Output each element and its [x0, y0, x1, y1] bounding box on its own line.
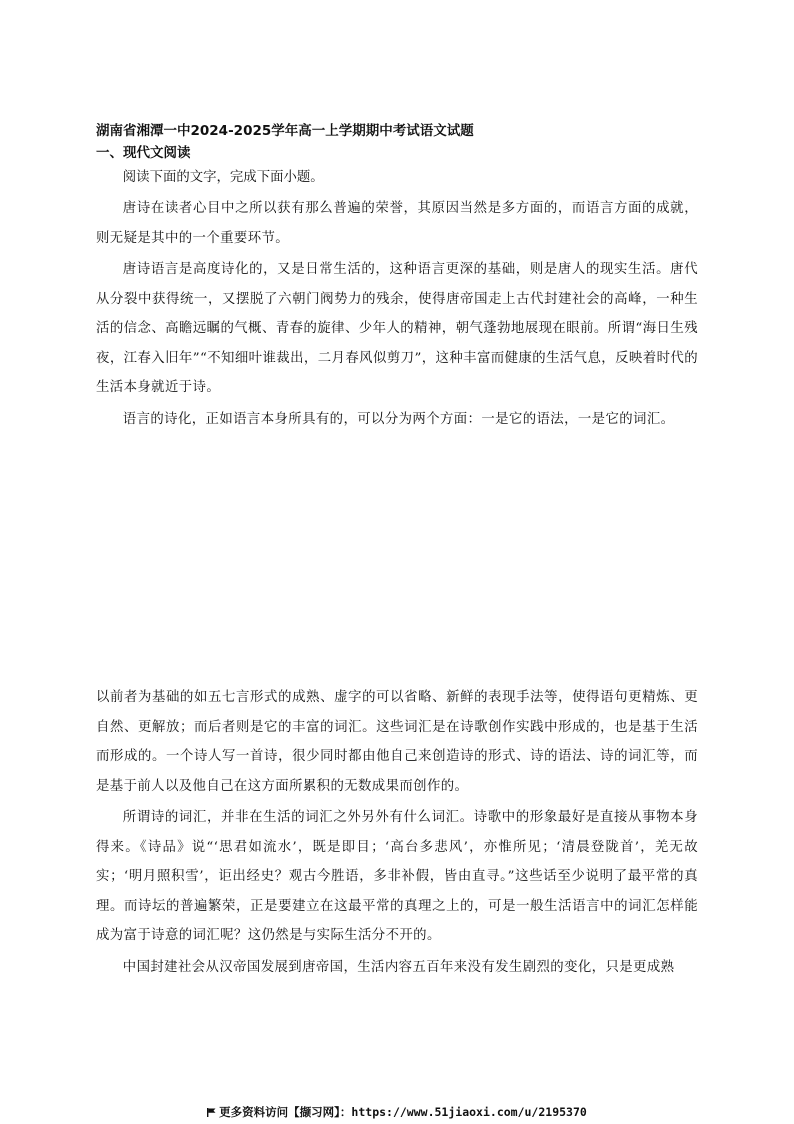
footer-text[interactable]: 更多资料访问【撷习网】：https://www.51jiaoxi.com/u/2195370	[219, 1105, 587, 1119]
passage-part-2	[96, 683, 698, 982]
flag-icon	[207, 1108, 216, 1117]
paragraph: 语言的诗化，正如语言本身所具有的，可以分为两个方面：一是它的语法，一是它的词汇。	[122, 411, 675, 427]
paragraph: 唐诗语言是高度诗化的，又是日常生活的，这种语言更深的基础，则是唐人的现实生活。唐代从分裂中获得统一，又摆脱了六朝门阀势力的残余，使得唐帝国走上古代封建社会的高峰，一种生活的信念、高瞻远瞩的气概、青春的旋律、少年人的精神，朝气蓬勃地展现在眼前。所谓“海日生残夜，江春入旧年”“不知细叶谁裁出，二月春风似剪刀”，这种丰富而健康的生活气息，反映着时代的生活本身就近于诗。	[96, 262, 698, 395]
paragraph: 唐诗在读者心目中之所以获有那么普遍的荣誉，其原因当然是多方面的，而语言方面的成就，则无疑是其中的一个重要环节。	[96, 201, 698, 246]
paragraph: 中国封建社会从汉帝国发展到唐帝国，生活内容五百年来没有发生剧烈的变化，只是更成熟	[122, 959, 675, 975]
paragraph: 所谓诗的词汇，并非在生活的词汇之外另外有什么词汇。诗歌中的形象最好是直接从事物本身得来。《诗品》说“‘思君如流水’，既是即目；‘高台多悲风’，亦惟所见；‘清晨登陇首’，羌无故实；‘明月照积雪’，讵出经史？观古今胜语，多非补假，皆由直寻。”这些话至少说明了最平常的真理。而诗坛的普遍繁荣，正是要建立在这最平常的真理之上的，可是一般生活语言中的词汇怎样能成为富于诗意的词汇呢？这仍然是与实际生活分不开的。	[96, 810, 698, 943]
footer-link[interactable]	[0, 1104, 794, 1120]
paragraph: 以前者为基础的如五七言形式的成熟、虚字的可以省略、新鲜的表现手法等，使得语句更精炼、更自然、更解放；而后者则是它的丰富的词汇。这些词汇是在诗歌创作实践中形成的，也是基于生活而形成的。一个诗人写一首诗，很少同时都由他自己来创造诗的形式、诗的语法、诗的词汇等，而是基于前人以及他自己在这方面所累积的无数成果而创作的。	[96, 690, 698, 794]
instruction-text: 阅读下面的文字，完成下面小题。	[122, 170, 324, 185]
section-heading: 一、现代文阅读	[96, 145, 191, 161]
document-title: 湖南省湘潭一中2024-2025学年高一上学期期中考试语文试题	[96, 123, 474, 139]
passage-part-1	[96, 194, 698, 434]
